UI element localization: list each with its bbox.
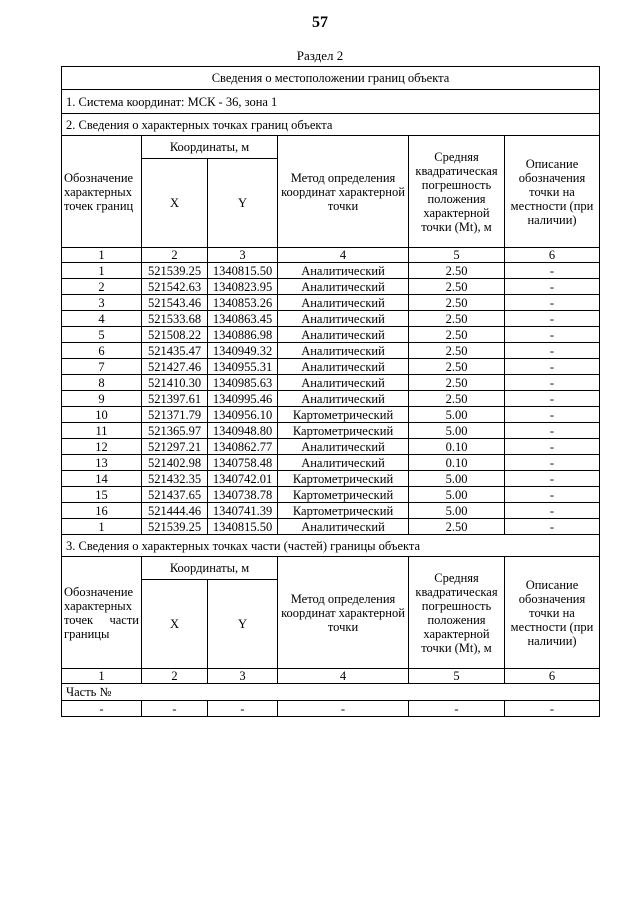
table-cell: 2.50 [409,359,505,375]
table-cell: - [278,701,409,717]
table-cell: 5 [62,327,142,343]
table-cell: 521533.68 [142,311,208,327]
table-cell: 13 [62,455,142,471]
table-row [62,503,600,519]
index-cell: 3 [208,248,278,263]
table-cell: - [505,375,600,391]
table-cell: 521508.22 [142,327,208,343]
table-cell: - [505,701,600,717]
table-cell: - [505,487,600,503]
table-cell: 1340853.26 [208,295,278,311]
table-cell: 3 [62,295,142,311]
index-cell: 6 [505,669,600,684]
table-cell: - [505,391,600,407]
boundary-table [61,66,600,717]
table-cell: Картометрический [278,503,409,519]
table-row [62,343,600,359]
table-cell: 2.50 [409,279,505,295]
table-cell: Аналитический [278,439,409,455]
table-cell: 1340955.31 [208,359,278,375]
table-cell: 1340995.46 [208,391,278,407]
table-row [62,423,600,439]
col-method: Метод определения координат характерной точки [278,557,409,669]
table-cell: Аналитический [278,327,409,343]
table-row [62,375,600,391]
table-cell: Аналитический [278,295,409,311]
table-cell: 1340948.80 [208,423,278,439]
table-row [62,295,600,311]
table-cell: 1 [62,519,142,535]
index-row [62,248,600,263]
index-cell: 2 [142,248,208,263]
table-cell: 521297.21 [142,439,208,455]
table-cell: 5.00 [409,487,505,503]
table-cell: Картометрический [278,471,409,487]
index-cell: 4 [278,248,409,263]
table-cell: Аналитический [278,279,409,295]
table-cell: Аналитический [278,359,409,375]
table-row [62,471,600,487]
table-cell: Аналитический [278,455,409,471]
table-cell: 2.50 [409,519,505,535]
table-cell: 0.10 [409,455,505,471]
table-cell: - [505,439,600,455]
table-row [62,263,600,279]
table-row [62,407,600,423]
table-cell: Аналитический [278,343,409,359]
table-cell: 521444.46 [142,503,208,519]
table-cell: - [505,295,600,311]
table-row [62,359,600,375]
table-cell: 2.50 [409,311,505,327]
table-cell: 1340815.50 [208,519,278,535]
table-cell: - [505,455,600,471]
table-cell: 5.00 [409,407,505,423]
table-cell: 5.00 [409,503,505,519]
table-cell: - [409,701,505,717]
table-row [62,487,600,503]
index-cell: 5 [409,248,505,263]
index-cell: 1 [62,669,142,684]
index-cell: 1 [62,248,142,263]
table-cell: 521542.63 [142,279,208,295]
col-designation: Обозначение характерных точек части границы [62,557,142,669]
table-row [62,519,600,535]
section-label: Раздел 2 [296,48,344,63]
table-cell: 11 [62,423,142,439]
table-cell: - [505,327,600,343]
table-row [62,311,600,327]
col-coords: Координаты, м [142,557,278,580]
table-cell: 16 [62,503,142,519]
table-cell: 5.00 [409,423,505,439]
col-description: Описание обозначения точки на местности (при наличии) [505,136,600,248]
table-cell: 521437.65 [142,487,208,503]
table-cell: 1340815.50 [208,263,278,279]
table-cell: 2 [62,279,142,295]
col-x: X [142,159,208,248]
table-cell: Аналитический [278,311,409,327]
table-cell: 2.50 [409,343,505,359]
table-cell: 521397.61 [142,391,208,407]
table-cell: 1340985.63 [208,375,278,391]
index-cell: 5 [409,669,505,684]
col-error: Средняя квадратическая погрешность положения характерной точки (Mt), м [409,557,505,669]
table-cell: - [505,263,600,279]
col-y: Y [208,580,278,669]
table-cell: 7 [62,359,142,375]
table-cell: - [208,701,278,717]
table-cell: 1340742.01 [208,471,278,487]
table-row [62,701,600,717]
table-row [62,279,600,295]
table-cell: 1340956.10 [208,407,278,423]
index-cell: 3 [208,669,278,684]
table-cell: - [505,311,600,327]
table-cell: - [505,407,600,423]
coord-system: 1. Система координат: МСК - 36, зона 1 [62,90,600,114]
table-cell: 521427.46 [142,359,208,375]
table-cell: 521371.79 [142,407,208,423]
table-cell: - [505,343,600,359]
table-cell: 15 [62,487,142,503]
col-coords: Координаты, м [142,136,278,159]
table-cell: 2.50 [409,295,505,311]
col-description: Описание обозначения точки на местности (при наличии) [505,557,600,669]
table-cell: Картометрический [278,407,409,423]
col-error: Средняя квадратическая погрешность положения характерной точки (Mt), м [409,136,505,248]
col-method: Метод определения координат характерной точки [278,136,409,248]
table-cell: 12 [62,439,142,455]
table-cell: 10 [62,407,142,423]
table-cell: 2.50 [409,375,505,391]
table-row [62,455,600,471]
index-cell: 2 [142,669,208,684]
table-cell: 2.50 [409,391,505,407]
table-cell: 2.50 [409,327,505,343]
table-row [62,327,600,343]
page-number: 57 [312,14,328,31]
table-cell: Картометрический [278,423,409,439]
table-cell: Аналитический [278,391,409,407]
table-cell: 521410.30 [142,375,208,391]
part2-heading: 2. Сведения о характерных точках границ объекта [62,114,600,136]
table-cell: 0.10 [409,439,505,455]
part3-heading: 3. Сведения о характерных точках части (частей) границы объекта [62,535,600,557]
table-cell: 1340862.77 [208,439,278,455]
table-cell: Аналитический [278,263,409,279]
table-cell: 14 [62,471,142,487]
table-cell: - [142,701,208,717]
table-cell: 521365.97 [142,423,208,439]
table-cell: 1 [62,263,142,279]
table-cell: - [505,423,600,439]
table-cell: 521402.98 [142,455,208,471]
table-cell: - [505,359,600,375]
table-cell: 1340758.48 [208,455,278,471]
table-cell: 2.50 [409,263,505,279]
table-cell: - [505,519,600,535]
table-cell: 4 [62,311,142,327]
table-cell: 1340863.45 [208,311,278,327]
table-cell: 521539.25 [142,263,208,279]
table-cell: 1340823.95 [208,279,278,295]
table-cell: 521432.35 [142,471,208,487]
col-y: Y [208,159,278,248]
table-cell: Аналитический [278,519,409,535]
index-cell: 6 [505,248,600,263]
table-title: Сведения о местоположении границ объекта [62,67,600,90]
table-cell: 1340949.32 [208,343,278,359]
table-cell: 8 [62,375,142,391]
table-row [62,391,600,407]
table-cell: 6 [62,343,142,359]
table-cell: 1340738.78 [208,487,278,503]
table-cell: 5.00 [409,471,505,487]
table-cell: - [505,503,600,519]
col-x: X [142,580,208,669]
col-designation: Обозначение характерных точек границ [62,136,142,248]
table-cell: 1340741.39 [208,503,278,519]
table-cell: 521543.46 [142,295,208,311]
table-row [62,439,600,455]
table-cell: - [62,701,142,717]
table-cell: 521539.25 [142,519,208,535]
part-label: Часть № [62,684,600,701]
table-cell: Аналитический [278,375,409,391]
index-cell: 4 [278,669,409,684]
table-cell: - [505,471,600,487]
table-cell: 1340886.98 [208,327,278,343]
table-cell: 521435.47 [142,343,208,359]
table-cell: 9 [62,391,142,407]
table-cell: Картометрический [278,487,409,503]
index-row [62,669,600,684]
table-cell: - [505,279,600,295]
